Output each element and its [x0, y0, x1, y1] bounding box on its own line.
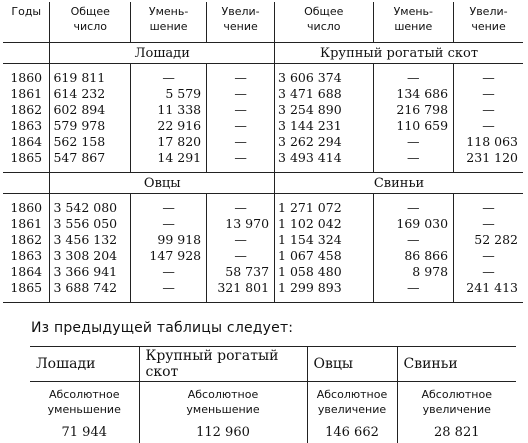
column-header: Годы: [3, 2, 50, 43]
column-header: Общее число: [50, 2, 131, 43]
value-cell: 3 606 374: [275, 70, 373, 86]
value-cell: 110 659: [373, 118, 454, 134]
value-cell: —: [207, 118, 275, 134]
value-cell: —: [131, 216, 207, 232]
summary-label: Абсолютное уменьшение: [139, 382, 307, 422]
section-title-left: Лошади: [50, 43, 275, 64]
value-cell: 118 063: [454, 134, 523, 150]
table-row: [3, 248, 523, 264]
value-cell: 1 271 072: [275, 200, 373, 216]
column-header: Увели- чение: [207, 2, 275, 43]
year-cell: 1863: [10, 248, 43, 263]
value-cell: —: [454, 264, 523, 280]
value-cell: 579 978: [50, 118, 131, 134]
table-row: [3, 264, 523, 280]
spacer-cell: [3, 296, 50, 303]
value-cell: —: [373, 280, 454, 296]
year-cell: 1861: [10, 216, 43, 231]
value-cell: 8 978: [373, 264, 454, 280]
value-cell: —: [207, 200, 275, 216]
table-row: [3, 134, 523, 150]
spacer-cell: [373, 296, 454, 303]
value-cell: 614 232: [50, 86, 131, 102]
value-cell: —: [207, 86, 275, 102]
value-cell: 216 798: [373, 102, 454, 118]
summary-label: Абсолютное увеличение: [307, 382, 397, 422]
value-cell: —: [454, 200, 523, 216]
table-row: [3, 102, 523, 118]
value-cell: 3 308 204: [50, 248, 131, 264]
section-title-spacer: [3, 43, 50, 64]
year-cell: 1864: [10, 264, 43, 279]
table-row: [3, 118, 523, 134]
table-row: [3, 70, 523, 86]
value-cell: —: [454, 102, 523, 118]
table-row: [3, 280, 523, 296]
summary-label: Абсолютное увеличение: [397, 382, 516, 422]
value-cell: —: [373, 232, 454, 248]
table-row: [3, 150, 523, 166]
year-cell: 1862: [10, 232, 43, 247]
value-cell: 547 867: [50, 150, 131, 166]
summary-value: 146 662: [307, 421, 397, 443]
value-cell: 3 556 050: [50, 216, 131, 232]
summary-value: 71 944: [61, 424, 107, 440]
section-title-left: Овцы: [50, 173, 275, 194]
summary-column-header: Овцы: [307, 347, 397, 382]
table-row: [3, 86, 523, 102]
summary-header-row: [30, 347, 516, 382]
value-cell: 3 366 941: [50, 264, 131, 280]
value-cell: —: [131, 200, 207, 216]
value-cell: 58 737: [207, 264, 275, 280]
summary-column-header: Свиньи: [397, 347, 516, 382]
value-cell: 3 144 231: [275, 118, 373, 134]
summary-column-header: Крупный рогатый скот: [139, 347, 307, 382]
column-header: Общее число: [275, 2, 373, 43]
spacer-cell: [275, 296, 373, 303]
spacer-row: [3, 296, 523, 303]
value-cell: 231 120: [454, 150, 523, 166]
summary-label: Абсолютное уменьшение: [47, 388, 121, 416]
value-cell: 3 542 080: [50, 200, 131, 216]
value-cell: 3 262 294: [275, 134, 373, 150]
summary-value-row: [30, 421, 516, 443]
value-cell: 52 282: [454, 232, 523, 248]
summary-table: [30, 346, 516, 443]
column-header: Увели- чение: [454, 2, 523, 43]
value-cell: —: [454, 70, 523, 86]
value-cell: 602 894: [50, 102, 131, 118]
value-cell: —: [454, 248, 523, 264]
value-cell: 86 866: [373, 248, 454, 264]
value-cell: —: [373, 150, 454, 166]
value-cell: 3 456 132: [50, 232, 131, 248]
value-cell: —: [373, 134, 454, 150]
value-cell: —: [207, 134, 275, 150]
value-cell: 99 918: [131, 232, 207, 248]
value-cell: 1 067 458: [275, 248, 373, 264]
value-cell: 14 291: [131, 150, 207, 166]
section-title-row: [3, 173, 523, 194]
column-header: Умень- шение: [373, 2, 454, 43]
value-cell: —: [454, 118, 523, 134]
spacer-cell: [454, 296, 523, 303]
value-cell: 619 811: [50, 70, 131, 86]
livestock-table: [3, 2, 523, 303]
year-cell: 1860: [10, 70, 43, 85]
summary-value: 28 821: [397, 421, 516, 443]
spacer-cell: [131, 296, 207, 303]
summary-intro-text: Из предыдущей таблицы следует:: [31, 320, 294, 336]
value-cell: —: [373, 200, 454, 216]
section-title-right: Крупный рогатый скот: [275, 43, 523, 64]
value-cell: 134 686: [373, 86, 454, 102]
value-cell: 1 102 042: [275, 216, 373, 232]
year-cell: 1861: [10, 86, 43, 101]
year-cell: 1864: [10, 134, 43, 149]
value-cell: 13 970: [207, 216, 275, 232]
value-cell: 1 154 324: [275, 232, 373, 248]
spacer-cell: [50, 296, 131, 303]
value-cell: 3 688 742: [50, 280, 131, 296]
section-title-right: Свиньи: [275, 173, 523, 194]
value-cell: 562 158: [50, 134, 131, 150]
year-cell: 1865: [10, 280, 43, 295]
column-header: Умень- шение: [131, 2, 207, 43]
year-cell: 1863: [10, 118, 43, 133]
value-cell: 3 471 688: [275, 86, 373, 102]
year-cell: 1860: [10, 200, 43, 215]
table-row: [3, 200, 523, 216]
value-cell: —: [207, 102, 275, 118]
summary-value: 112 960: [139, 421, 307, 443]
header-row: [3, 2, 523, 43]
summary-label-row: [30, 382, 516, 422]
table-row: [3, 232, 523, 248]
value-cell: 169 030: [373, 216, 454, 232]
value-cell: —: [207, 70, 275, 86]
value-cell: 17 820: [131, 134, 207, 150]
year-cell: 1862: [10, 102, 43, 117]
spacer-cell: [207, 296, 275, 303]
year-cell: 1865: [10, 150, 43, 165]
value-cell: 5 579: [131, 86, 207, 102]
value-cell: 3 493 414: [275, 150, 373, 166]
value-cell: 147 928: [131, 248, 207, 264]
section-title-row: [3, 43, 523, 64]
summary-column-header: Лошади: [30, 347, 139, 382]
value-cell: 1 299 893: [275, 280, 373, 296]
value-cell: —: [373, 70, 454, 86]
value-cell: 3 254 890: [275, 102, 373, 118]
value-cell: —: [454, 86, 523, 102]
value-cell: 11 338: [131, 102, 207, 118]
value-cell: —: [454, 216, 523, 232]
value-cell: 321 801: [207, 280, 275, 296]
value-cell: 22 916: [131, 118, 207, 134]
value-cell: —: [207, 232, 275, 248]
value-cell: —: [131, 264, 207, 280]
value-cell: —: [131, 280, 207, 296]
section-title-spacer: [3, 173, 50, 194]
value-cell: —: [207, 150, 275, 166]
table-row: [3, 216, 523, 232]
value-cell: 1 058 480: [275, 264, 373, 280]
value-cell: —: [131, 70, 207, 86]
value-cell: 241 413: [454, 280, 523, 296]
value-cell: —: [207, 248, 275, 264]
